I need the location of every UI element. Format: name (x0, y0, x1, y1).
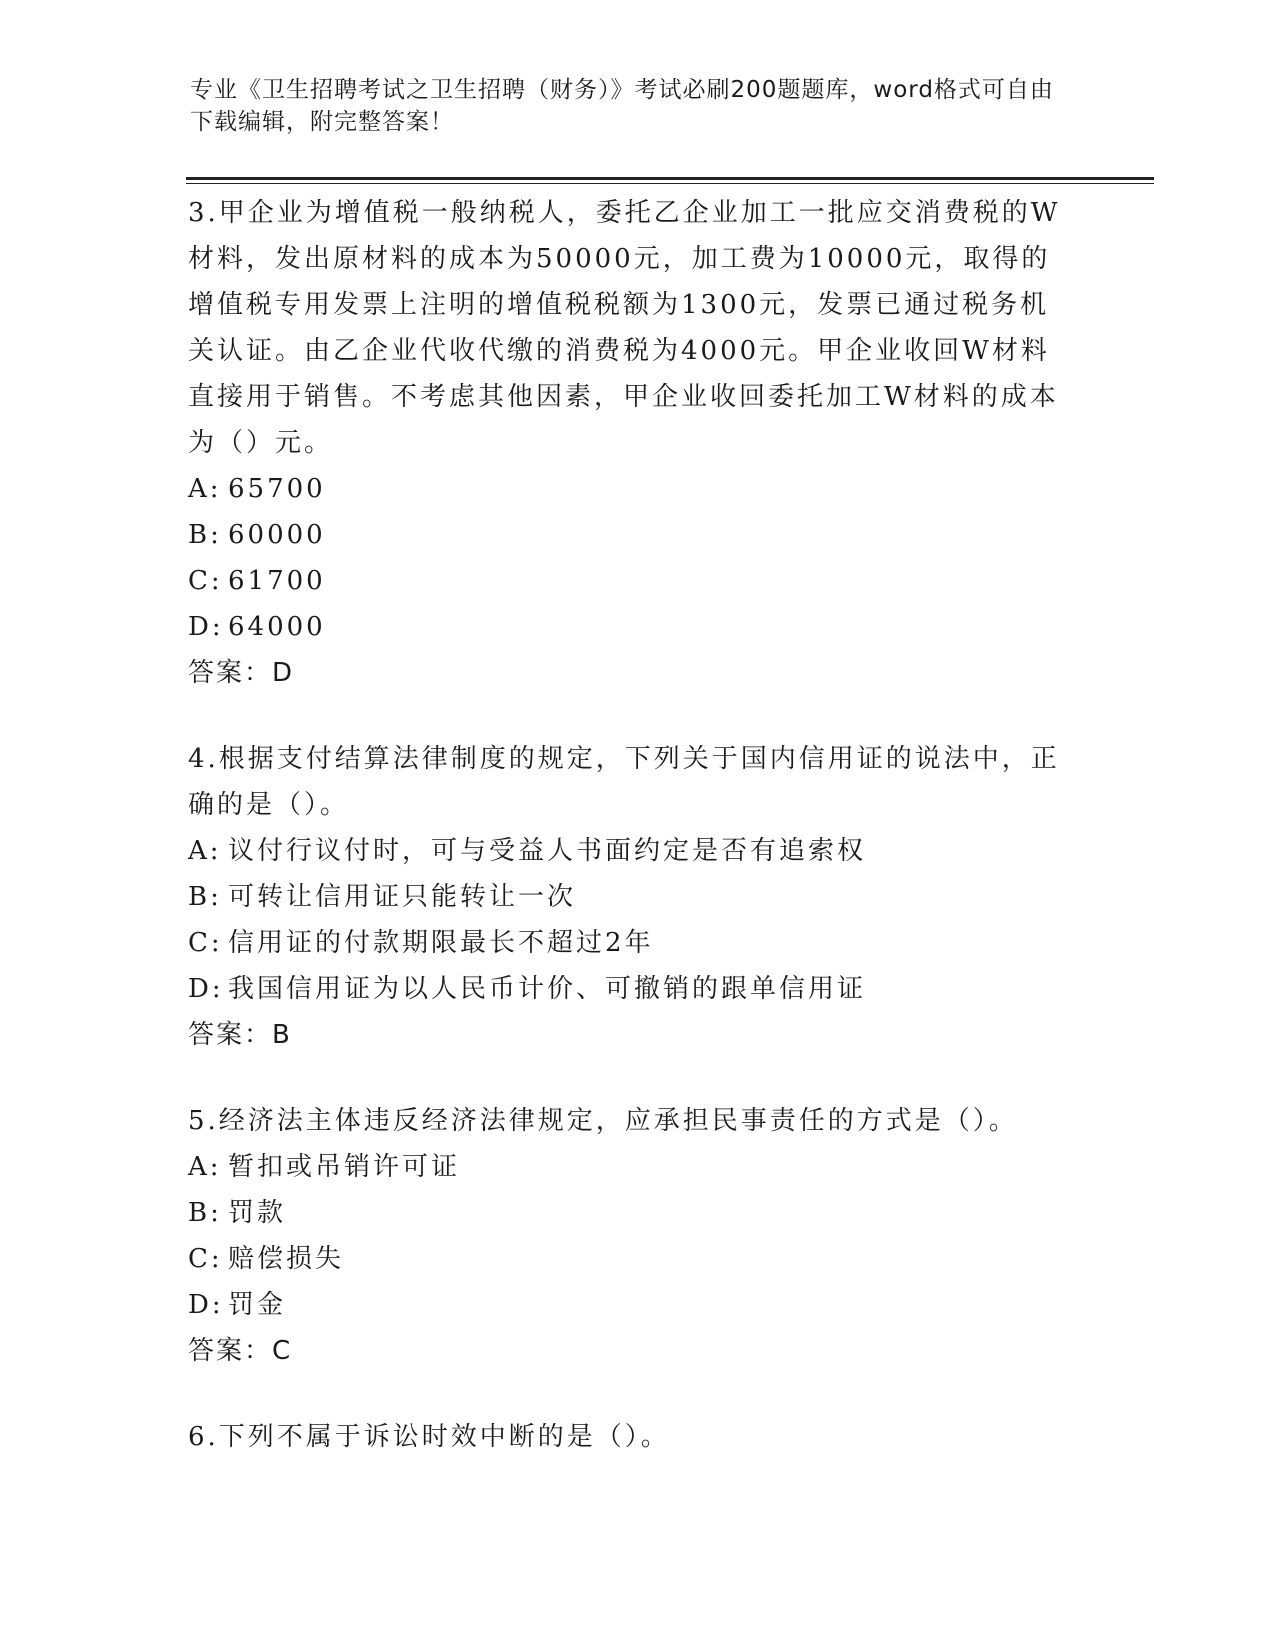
option-b (188, 874, 1078, 920)
option-letter: B: (188, 1198, 222, 1228)
option-a (188, 466, 1078, 512)
header-divider-thick (186, 177, 1154, 180)
option-letter: C: (188, 1244, 223, 1274)
option-text: 60000 (228, 520, 326, 550)
option-d (188, 966, 1078, 1012)
option-text: 暂扣或吊销许可证 (228, 1152, 461, 1182)
question-5 (188, 1098, 1078, 1374)
option-text: 我国信用证为以人民币计价、可撤销的跟单信用证 (228, 974, 867, 1004)
answer-line: 答案：D (188, 658, 295, 688)
option-letter: A: (188, 836, 222, 866)
question-list (188, 190, 1078, 1500)
option-d (188, 604, 1078, 650)
option-letter: A: (188, 1152, 222, 1182)
option-a (188, 828, 1078, 874)
document-header: 专业《卫生招聘考试之卫生招聘（财务）》考试必刷200题题库，word格式可自由下载编辑，附完整答案！ (190, 77, 1054, 135)
option-letter: C: (188, 566, 223, 596)
option-text: 61700 (228, 566, 326, 596)
option-a (188, 1144, 1078, 1190)
option-letter: B: (188, 520, 222, 550)
option-text: 赔偿损失 (228, 1244, 345, 1274)
option-c (188, 1236, 1078, 1282)
option-d (188, 1282, 1078, 1328)
answer-line: 答案：C (188, 1336, 293, 1366)
question-4 (188, 736, 1078, 1058)
option-text: 罚金 (228, 1290, 287, 1320)
question-stem: 4.根据支付结算法律制度的规定，下列关于国内信用证的说法中，正确的是（）。 (188, 744, 1060, 820)
option-text: 罚款 (228, 1198, 287, 1228)
option-c (188, 558, 1078, 604)
option-text: 65700 (228, 474, 326, 504)
option-text: 信用证的付款期限最长不超过2年 (228, 928, 654, 958)
option-letter: B: (188, 882, 222, 912)
question-stem: 5.经济法主体违反经济法律规定，应承担民事责任的方式是（）。 (188, 1106, 1018, 1136)
question-3 (188, 190, 1078, 696)
header-divider-thin (186, 183, 1154, 184)
option-text: 可转让信用证只能转让一次 (228, 882, 577, 912)
option-text: 64000 (228, 612, 326, 642)
answer-line: 答案：B (188, 1020, 292, 1050)
option-letter: D: (188, 612, 224, 642)
option-letter: D: (188, 974, 224, 1004)
option-letter: C: (188, 928, 223, 958)
option-letter: A: (188, 474, 222, 504)
question-stem: 3.甲企业为增值税一般纳税人，委托乙企业加工一批应交消费税的W材料，发出原材料的成本为50000元，加工费为10000元，取得的增值税专用发票上注明的增值税税额为1300元，发票已通过税务机关认证。由乙企业代收代缴的消费税为4000元。甲企业收回W材料直接用于销售。不考虑其他因素，甲企业收回委托加工W材料的成本为（）元。 (188, 198, 1061, 458)
question-6 (188, 1414, 1078, 1460)
option-letter: D: (188, 1290, 224, 1320)
option-b (188, 1190, 1078, 1236)
option-c (188, 920, 1078, 966)
option-b (188, 512, 1078, 558)
question-stem: 6.下列不属于诉讼时效中断的是（）。 (188, 1422, 670, 1452)
option-text: 议付行议付时，可与受益人书面约定是否有追索权 (228, 836, 867, 866)
